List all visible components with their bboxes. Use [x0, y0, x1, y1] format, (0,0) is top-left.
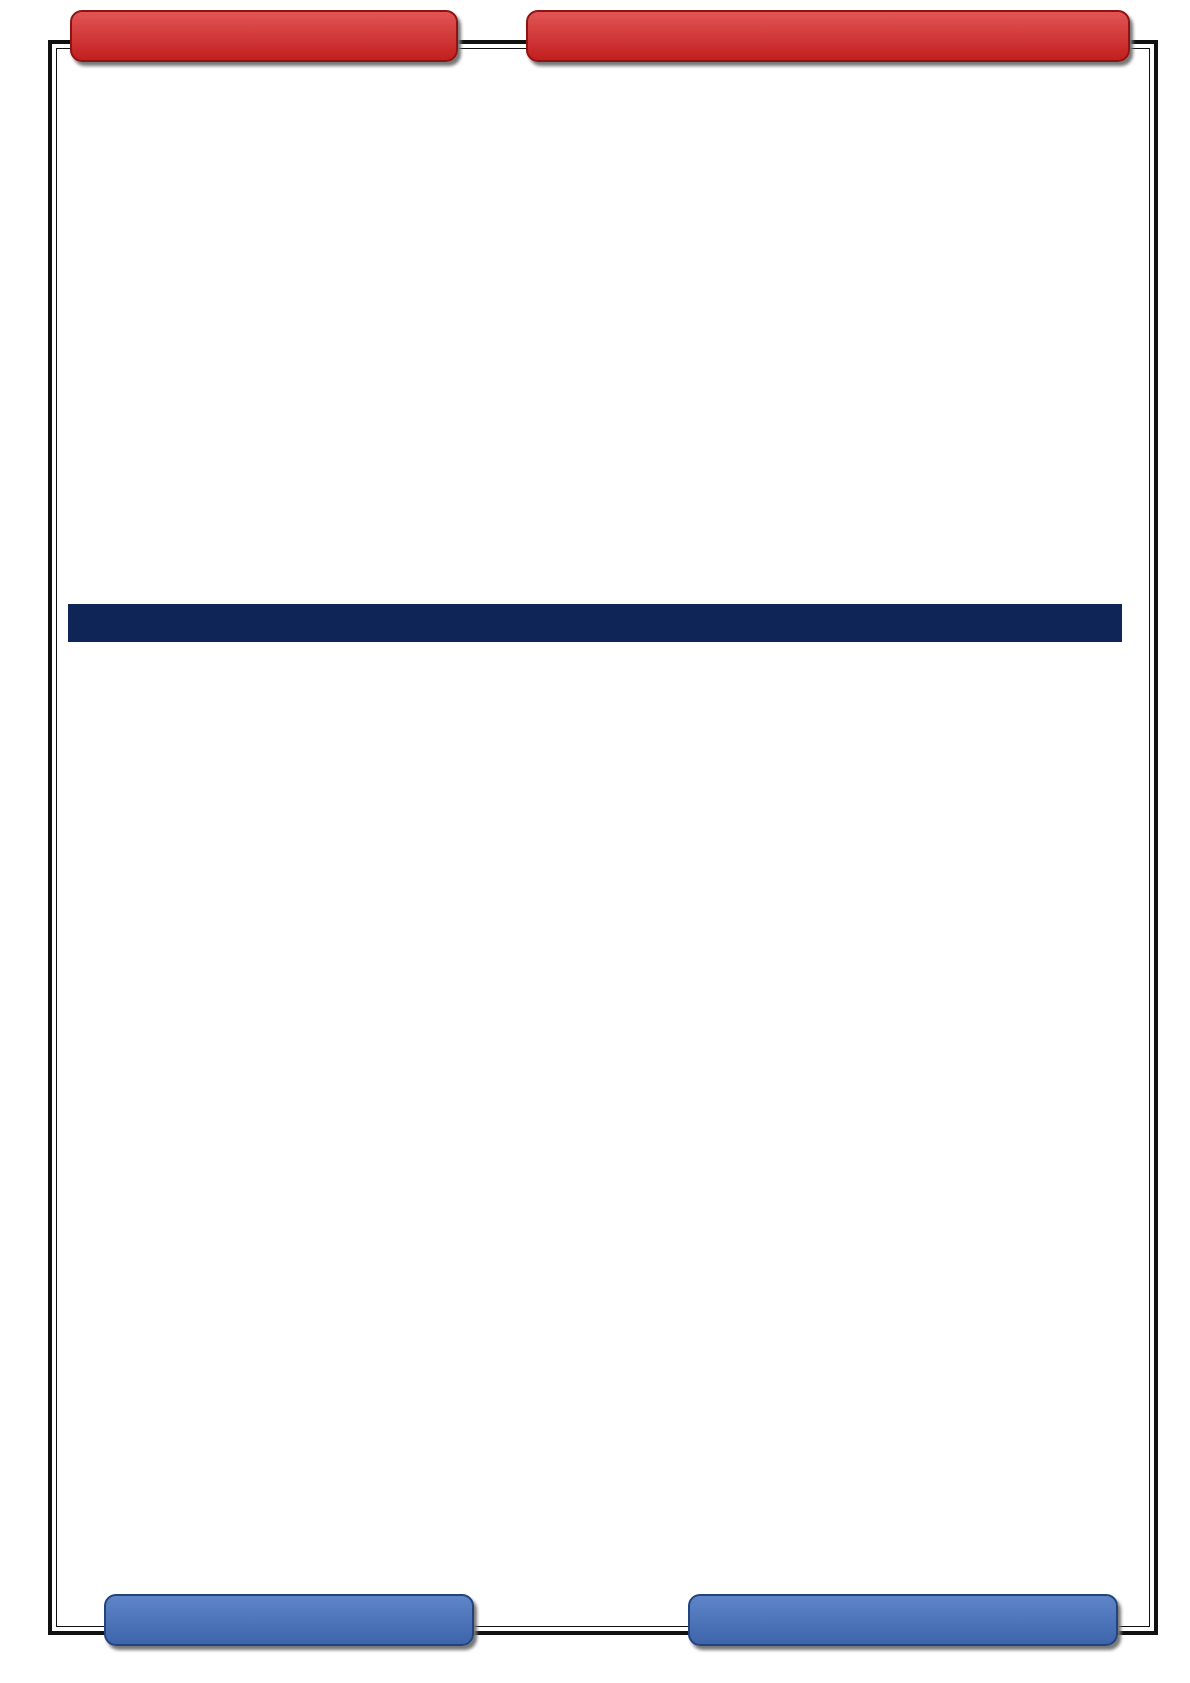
- contact-banner-top: [70, 10, 458, 62]
- title-banner: [526, 10, 1130, 62]
- contact-banner-bottom: [104, 1594, 474, 1646]
- page-border-inner: [56, 48, 1150, 1627]
- section-title: [68, 604, 1122, 642]
- team-banner: [688, 1594, 1118, 1646]
